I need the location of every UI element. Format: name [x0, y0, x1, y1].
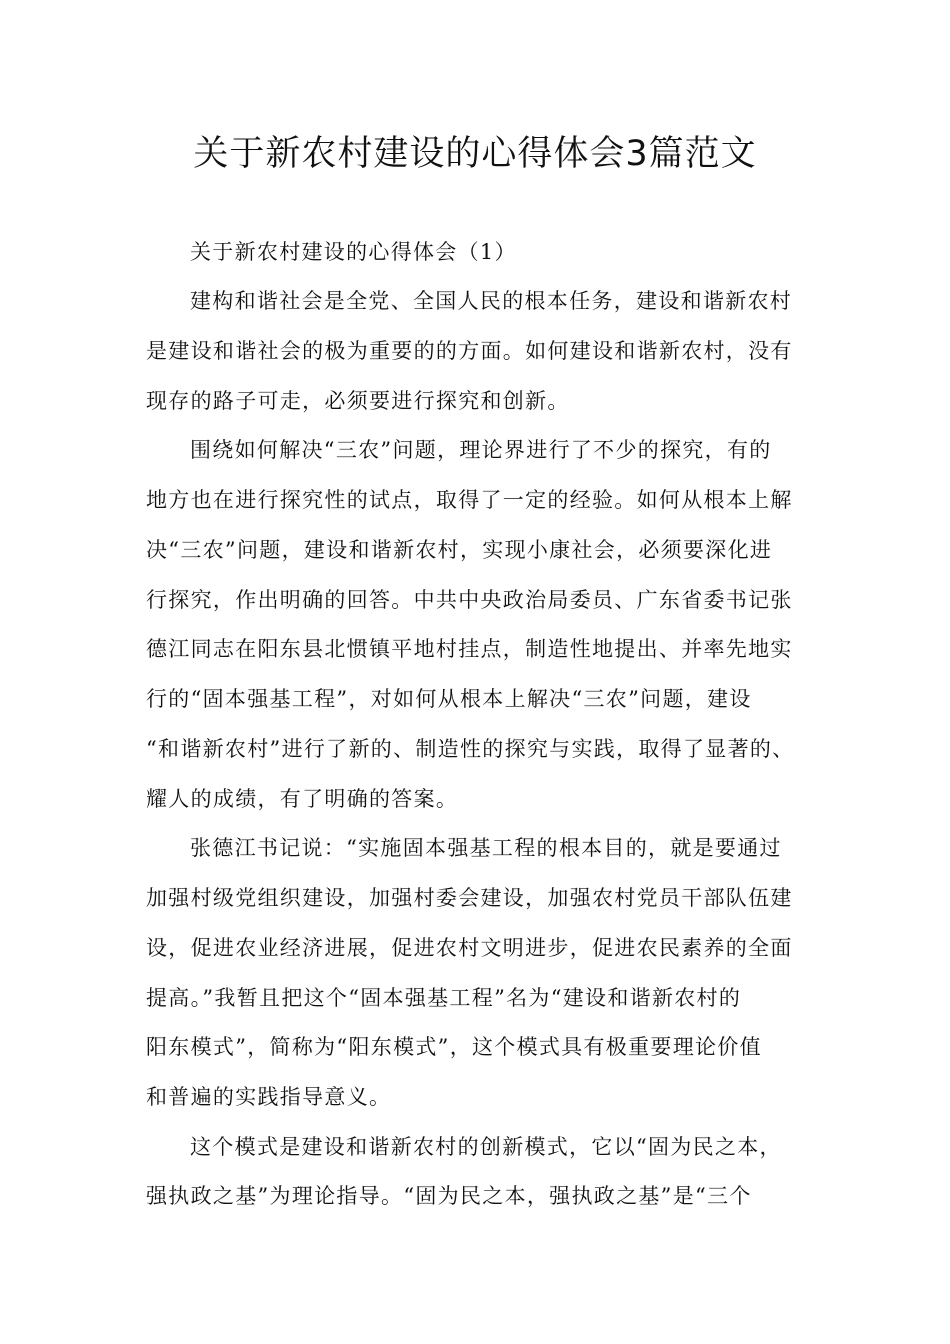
paragraph-line: 行的“固本强基工程”，对如何从根本上解决“三农”问题，建设	[146, 687, 752, 711]
paragraph-line: “和谐新农村”进行了新的、制造性的探究与实践，取得了显著的、	[146, 737, 795, 761]
paragraph-line: 设，促进农业经济进展，促进农村文明进步，促进农民素养的全面	[146, 936, 793, 960]
paragraph-line: 是建设和谐社会的极为重要的的方面。如何建设和谐新农村，没有	[146, 339, 793, 363]
paragraph-line: 行探究，作出明确的回答。中共中央政治局委员、广东省委书记张	[146, 588, 793, 612]
section-heading: 关于新农村建设的心得体会（1）	[190, 240, 517, 264]
paragraph-line: 加强村级党组织建设，加强村委会建设，加强农村党员干部队伍建	[146, 886, 793, 910]
paragraph-line: 强执政之基”为理论指导。“固为民之本，强执政之基”是“三个	[146, 1184, 752, 1208]
paragraph-line: 建构和谐社会是全党、全国人民的根本任务，建设和谐新农村	[190, 289, 793, 313]
paragraph-line: 现存的路子可走，必须要进行探究和创新。	[146, 389, 570, 413]
paragraph-line: 地方也在进行探究性的试点，取得了一定的经验。如何从根本上解	[146, 488, 793, 512]
paragraph-line: 阳东模式”，简称为“阳东模式”，这个模式具有极重要理论价值	[146, 1035, 762, 1059]
document-title: 关于新农村建设的心得体会3篇范文	[193, 134, 757, 174]
paragraph-line: 德江同志在阳东县北惯镇平地村挂点，制造性地提出、并率先地实	[146, 637, 793, 661]
paragraph-line: 提高。”我暂且把这个“固本强基工程”名为“建设和谐新农村的	[146, 986, 742, 1010]
paragraph-line: 张德江书记说：“实施固本强基工程的根本目的，就是要通过	[190, 836, 782, 860]
paragraph-line: 围绕如何解决“三农”问题，理论界进行了不少的探究，有的	[190, 438, 772, 462]
paragraph-line: 决“三农”问题，建设和谐新农村，实现小康社会，必须要深化进	[146, 538, 773, 562]
paragraph-line: 耀人的成绩，有了明确的答案。	[146, 787, 459, 811]
paragraph-line: 和普遍的实践指导意义。	[146, 1085, 392, 1109]
paragraph-line: 这个模式是建设和谐新农村的创新模式，它以“固为民之本，	[190, 1135, 782, 1159]
